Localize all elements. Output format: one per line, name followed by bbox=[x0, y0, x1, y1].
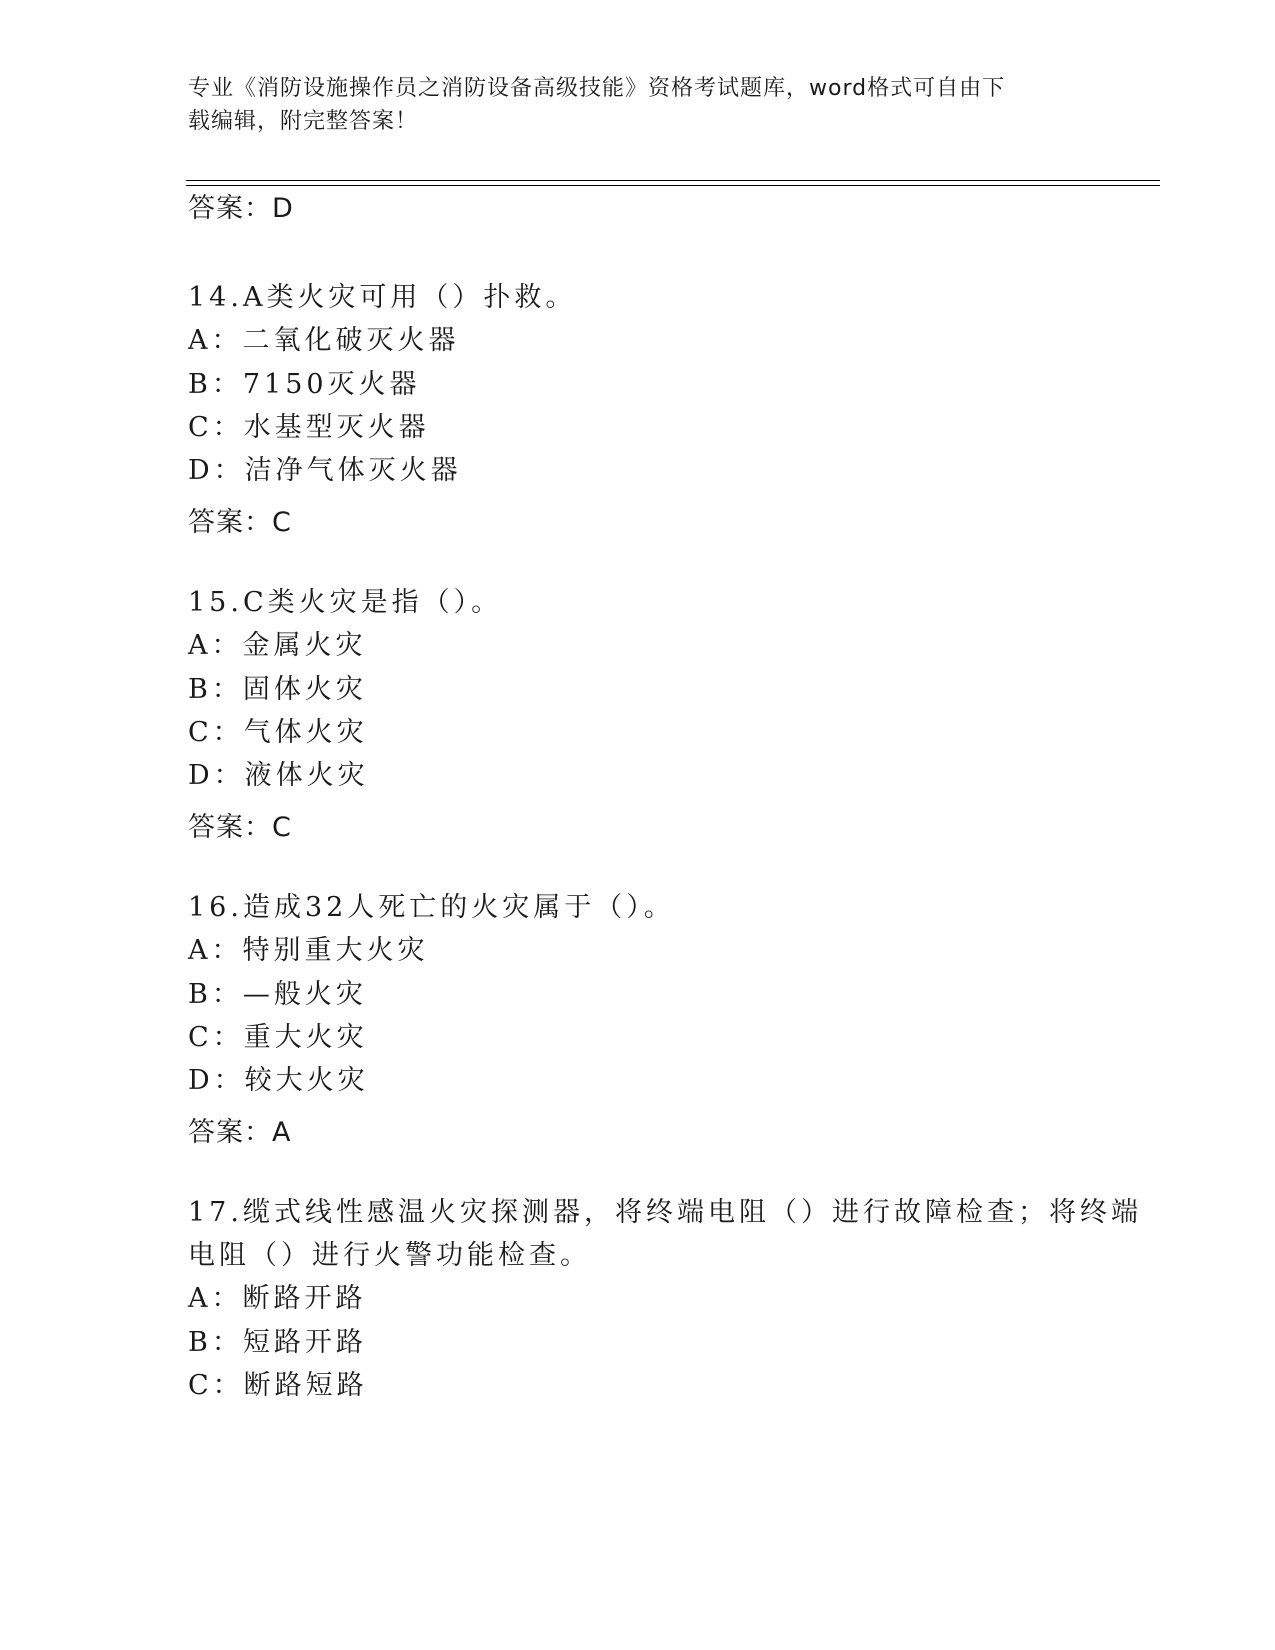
question-14-answer: 答案：C bbox=[188, 507, 292, 538]
question-15-option-c: C：气体火灾 bbox=[188, 717, 368, 748]
question-17-stem-line-2: 电阻（）进行火警功能检查。 bbox=[188, 1240, 591, 1271]
question-15-option-a: A：金属火灾 bbox=[188, 630, 367, 661]
header-divider-top bbox=[186, 180, 1160, 181]
question-17-option-c: C：断路短路 bbox=[188, 1370, 368, 1401]
question-16-stem: 16.造成32人死亡的火灾属于（）。 bbox=[188, 892, 675, 923]
question-14-option-c: C：水基型灭火器 bbox=[188, 412, 430, 443]
question-16-option-c: C：重大火灾 bbox=[188, 1022, 368, 1053]
question-15-answer: 答案：C bbox=[188, 812, 292, 843]
question-16-answer: 答案：A bbox=[188, 1117, 292, 1148]
previous-answer: 答案：D bbox=[188, 193, 294, 224]
question-17-stem-line-1: 17.缆式线性感温火灾探测器，将终端电阻（）进行故障检查；将终端 bbox=[188, 1197, 1142, 1228]
question-14-stem: 14.A类火灾可用（）扑救。 bbox=[188, 282, 577, 313]
question-17-option-b: B：短路开路 bbox=[188, 1327, 367, 1358]
question-15-option-d: D：液体火灾 bbox=[188, 760, 369, 791]
header-line-1: 专业《消防设施操作员之消防设备高级技能》资格考试题库，word格式可自由下 bbox=[188, 76, 1006, 101]
document-header bbox=[188, 72, 1088, 138]
question-17-option-a: A：断路开路 bbox=[188, 1283, 367, 1314]
question-15-option-b: B：固体火灾 bbox=[188, 674, 367, 705]
question-16-option-d: D：较大火灾 bbox=[188, 1065, 369, 1096]
question-16-option-a: A：特别重大火灾 bbox=[188, 935, 429, 966]
header-divider-bottom bbox=[186, 185, 1160, 186]
header-line-2: 载编辑，附完整答案！ bbox=[188, 109, 419, 134]
question-14-option-d: D：洁净气体灭火器 bbox=[188, 455, 462, 486]
question-14-option-b: B：7150灭火器 bbox=[188, 369, 421, 400]
question-15-stem: 15.C类火灾是指（）。 bbox=[188, 587, 503, 618]
question-16-option-b: B：—般火灾 bbox=[188, 979, 367, 1010]
question-14-option-a: A：二氧化破灭火器 bbox=[188, 325, 460, 356]
